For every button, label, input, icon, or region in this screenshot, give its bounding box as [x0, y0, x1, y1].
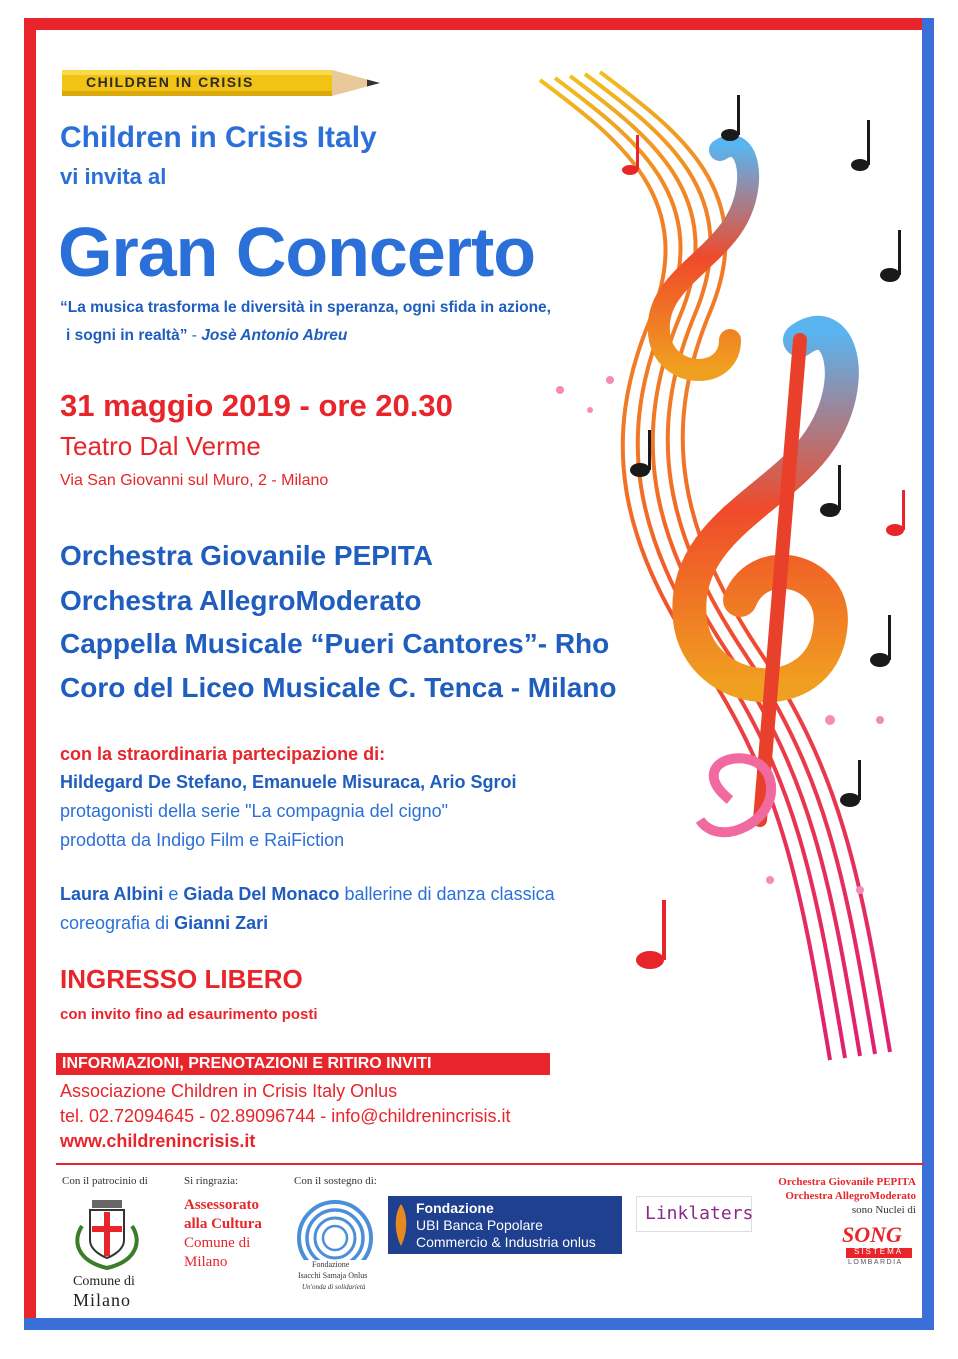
- song-label: SONG: [842, 1222, 902, 1247]
- nuclei-line-1: Orchestra Giovanile PEPITA: [778, 1176, 916, 1188]
- song-logo: [836, 1222, 916, 1268]
- entry-title: INGRESSO LIBERO: [60, 964, 303, 994]
- nuclei-line-2: Orchestra AllegroModerato: [785, 1190, 916, 1202]
- event-venue: Teatro Dal Verme: [60, 431, 261, 461]
- right-border: [922, 18, 934, 1330]
- isacchi-line-2: Isacchi Samaja Onlus: [298, 1271, 368, 1280]
- ubi-line-2: UBI Banca Popolare: [416, 1217, 543, 1233]
- choreographer: Gianni Zari: [174, 913, 269, 933]
- entry-note: con invito fino ad esaurimento posti: [60, 1006, 318, 1023]
- isacchi-samaja-logo-icon: [296, 1198, 374, 1260]
- comune-milano-crest-icon: [72, 1196, 142, 1272]
- isacchi-line-1: Fondazione: [312, 1260, 350, 1269]
- comune-label: Comune di: [73, 1274, 135, 1289]
- guest-names: Hildegard De Stefano, Emanuele Misuraca, Ario Sgroi: [60, 772, 517, 792]
- dancer-role: ballerine di danza classica: [344, 884, 555, 904]
- dancer-2: Giada Del Monaco: [183, 884, 340, 904]
- performer-2: Orchestra AllegroModerato: [60, 585, 422, 616]
- quote-separator: -: [191, 327, 197, 344]
- event-address: Via San Giovanni sul Muro, 2 - Milano: [60, 472, 329, 489]
- quote-line-1: “La musica trasforma le diversità in speranza, ogni sfida in azione,: [60, 299, 551, 316]
- dancer-and: e: [168, 884, 179, 904]
- ubi-line-1: Fondazione: [416, 1200, 494, 1216]
- contact-phones: tel. 02.72094645 - 02.89096744 - info@childrenincrisis.it: [60, 1106, 511, 1126]
- song-sub-1: SISTEMA: [854, 1247, 904, 1256]
- event-title: Gran Concerto: [58, 213, 536, 291]
- association-name: Associazione Children in Crisis Italy Onlus: [60, 1081, 398, 1101]
- event-date: 31 maggio 2019 - ore 20.30: [60, 388, 453, 423]
- patronage-label: Con il patrocinio di: [62, 1175, 148, 1187]
- ubi-line-3: Commercio & Industria onlus: [416, 1234, 596, 1250]
- support-label: Con il sostegno di:: [294, 1175, 377, 1187]
- performer-1: Orchestra Giovanile PEPITA: [60, 540, 433, 571]
- song-sub-2: LOMBARDIA: [848, 1259, 903, 1266]
- linklaters-logo: [636, 1196, 752, 1232]
- choreo-prefix: coreografia di: [60, 913, 170, 933]
- guests-series: protagonisti della serie "La compagnia del cigno": [60, 801, 449, 821]
- quote-line-2: [66, 327, 347, 345]
- quote-author: Josè Antonio Abreu: [201, 327, 348, 344]
- top-border: [24, 18, 934, 30]
- performer-4: Coro del Liceo Musicale C. Tenca - Milano: [60, 672, 617, 703]
- footer-divider: [56, 1163, 924, 1165]
- bottom-border: [24, 1318, 934, 1330]
- ubi-foundation-logo: [388, 1196, 622, 1254]
- left-border: [24, 18, 36, 1318]
- isacchi-line-3: Un'onda di solidarietà: [302, 1283, 366, 1291]
- org-name: Children in Crisis Italy: [60, 121, 377, 154]
- guests-production: prodotta da Indigo Film e RaiFiction: [60, 830, 345, 850]
- quote-text: i sogni in realtà”: [66, 327, 188, 344]
- info-bar: [56, 1053, 550, 1075]
- info-bar-label: INFORMAZIONI, PRENOTAZIONI E RITIRO INVITI: [62, 1055, 432, 1072]
- thanks-line-1: Assessorato: [184, 1197, 259, 1213]
- ubi-leaf-icon: [392, 1202, 410, 1248]
- music-notes-illustration: [500, 60, 920, 1080]
- pencil-label: CHILDREN IN CRISIS: [86, 74, 254, 90]
- nuclei-line-3: sono Nuclei di: [851, 1204, 916, 1216]
- thanks-line-4: Milano: [184, 1254, 228, 1270]
- dancer-1: Laura Albini: [60, 884, 164, 904]
- choreography-line: [60, 913, 268, 934]
- performer-3: Cappella Musicale “Pueri Cantores”- Rho: [60, 628, 610, 659]
- thanks-line-3: Comune di: [184, 1235, 251, 1251]
- thanks-label: Si ringrazia:: [184, 1175, 239, 1187]
- invite-text: vi invita al: [60, 164, 167, 189]
- guests-intro: con la straordinaria partecipazione di:: [60, 744, 386, 764]
- thanks-line-2: alla Cultura: [184, 1216, 262, 1232]
- comune-city: Milano: [73, 1290, 131, 1310]
- website-link[interactable]: www.childrenincrisis.it: [60, 1131, 256, 1151]
- linklaters-label: Linklaters: [645, 1203, 754, 1224]
- dancers-line: [60, 884, 555, 905]
